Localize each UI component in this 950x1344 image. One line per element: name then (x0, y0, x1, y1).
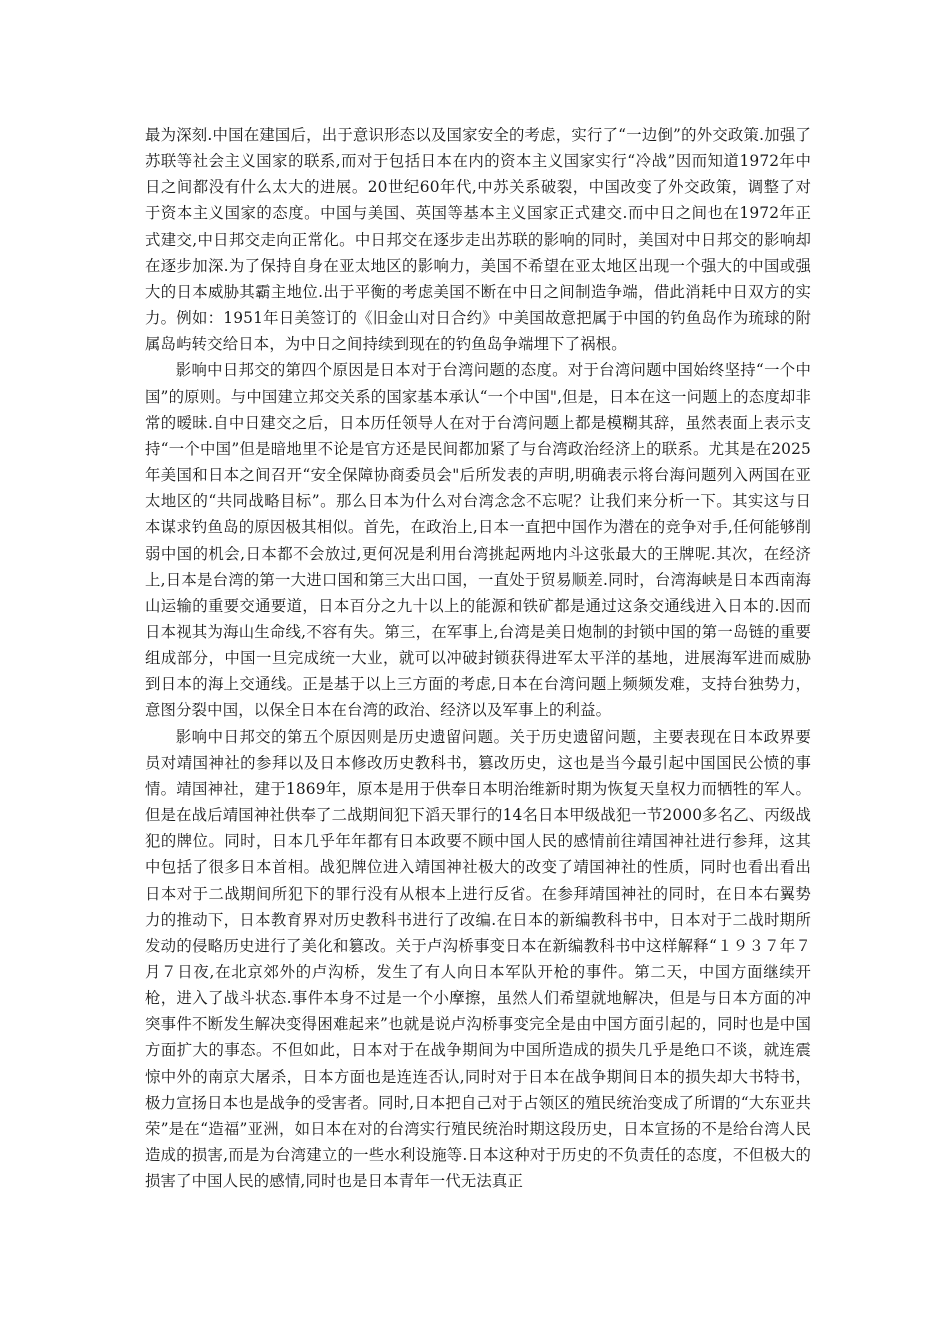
paragraph-3: 影响中日邦交的第五个原因则是历史遗留问题。关于历史遗留问题，主要表现在日本政界要员对靖国神社的参拜以及日本修改历史教科书，篡改历史，这也是当今最引起中国国民公愤的事情。靖国神社，建于1869年，原本是用于供奉日本明治维新时期为恢复天皇权力而牺牲的军人。但是在战后靖国神社供奉了二战期间犯下滔天罪行的14名日本甲级战犯一节2000多名乙、丙级战犯的牌位。同时，日本几乎年年都有日本政要不顾中国人民的感情前往靖国神社进行参拜，这其中包括了很多日本首相。战犯牌位进入靖国神社极大的改变了靖国神社的性质，同时也看出看出日本对于二战期间所犯下的罪行没有从根本上进行反省。在参拜靖国神社的同时，在日本右翼势力的推动下，日本教育界对历史教科书进行了改编.在日本的新编教科书中，日本对于二战时期所发动的侵略历史进行了美化和篡改。关于卢沟桥事变日本在新编教科书中这样解释“１９３７年７月７日夜,在北京郊外的卢沟桥，发生了有人向日本军队开枪的事件。第二天，中国方面继续开枪，进入了战斗状态.事件本身不过是一个小摩擦，虽然人们希望就地解决，但是与日本方面的冲突事件不断发生解决变得困难起来”也就是说卢沟桥事变完全是由中国方面引起的，同时也是中国方面扩大的事态。不但如此，日本对于在战争期间为中国所造成的损失几乎是绝口不谈，就连震惊中外的南京大屠杀，日本方面也是连连否认,同时对于日本在战争期间日本的损失却大书特书，极力宣扬日本也是战争的受害者。同时,日本把自己对于占领区的殖民统治变成了所谓的“大东亚共荣”是在“造福”亚洲，如日本在对的台湾实行殖民统治时期这段历史，日本宣扬的不是给台湾人民造成的损害,而是为台湾建立的一些水利设施等.日本这种对于历史的不负责任的态度，不但极大的损害了中国人民的感情,同时也是日本青年一代无法真正 (145, 727, 811, 1191)
paragraph-1: 最为深刻.中国在建国后，出于意识形态以及国家安全的考虑，实行了“一边倒”的外交政策.加强了苏联等社会主义国家的联系,而对于包括日本在内的资本主义国家实行“冷战”因而知道1972年中日之间都没有什么太大的进展。20世纪60年代,中苏关系破裂，中国改变了外交政策，调整了对于资本主义国家的态度。中国与美国、英国等基本主义国家正式建交.而中日之间也在1972年正式建交,中日邦交走向正常化。中日邦交在逐步走出苏联的影响的同时，美国对中日邦交的影响却在逐步加深.为了保持自身在亚太地区的影响力，美国不希望在亚太地区出现一个强大的中国或强大的日本威胁其霸主地位.出于平衡的考虑美国不断在中日之间制造争端，借此消耗中日双方的实力。例如：1951年日美签订的《旧金山对日合约》中美国故意把属于中国的钓鱼岛作为琉球的附属岛屿转交给日本，为中日之间持续到现在的钓鱼岛争端埋下了祸根。 (145, 126, 811, 354)
paragraph-2: 影响中日邦交的第四个原因是日本对于台湾问题的态度。对于台湾问题中国始终坚持“一个中国”的原则。与中国建立邦交关系的国家基本承认“一个中国",但是，日本在这一问题上的态度却非常的暧昧.自中日建交之后，日本历任领导人在对于台湾问题上都是模糊其辞，虽然表面上表示支持“一个中国”但是暗地里不论是官方还是民间都加紧了与台湾政治经济上的联系。尤其是在2025年美国和日本之间召开“安全保障协商委员会"后所发表的声明,明确表示将台海问题列入两国在亚太地区的“共同战略目标”。那么日本为什么对台湾念念不忘呢？让我们来分析一下。其实这与日本谋求钓鱼岛的原因极其相似。首先，在政治上,日本一直把中国作为潜在的竞争对手,任何能够削弱中国的机会,日本都不会放过,更何况是利用台湾挑起两地内斗这张最大的王牌呢.其次，在经济上,日本是台湾的第一大进口国和第三大出口国，一直处于贸易顺差.同时，台湾海峡是日本西南海山运输的重要交通要道，日本百分之九十以上的能源和铁矿都是通过这条交通线进入日本的.因而日本视其为海山生命线,不容有失。第三，在军事上,台湾是美日炮制的封锁中国的第一岛链的重要组成部分，中国一旦完成统一大业，就可以冲破封锁获得进军太平洋的基地，进展海军进而威胁到日本的海上交通线。正是基于以上三方面的考虑,日本在台湾问题上频频发难，支持台独势力，意图分裂中国，以保全日本在台湾的政治、经济以及军事上的利益。 (145, 361, 811, 720)
document-body (145, 122, 811, 1194)
